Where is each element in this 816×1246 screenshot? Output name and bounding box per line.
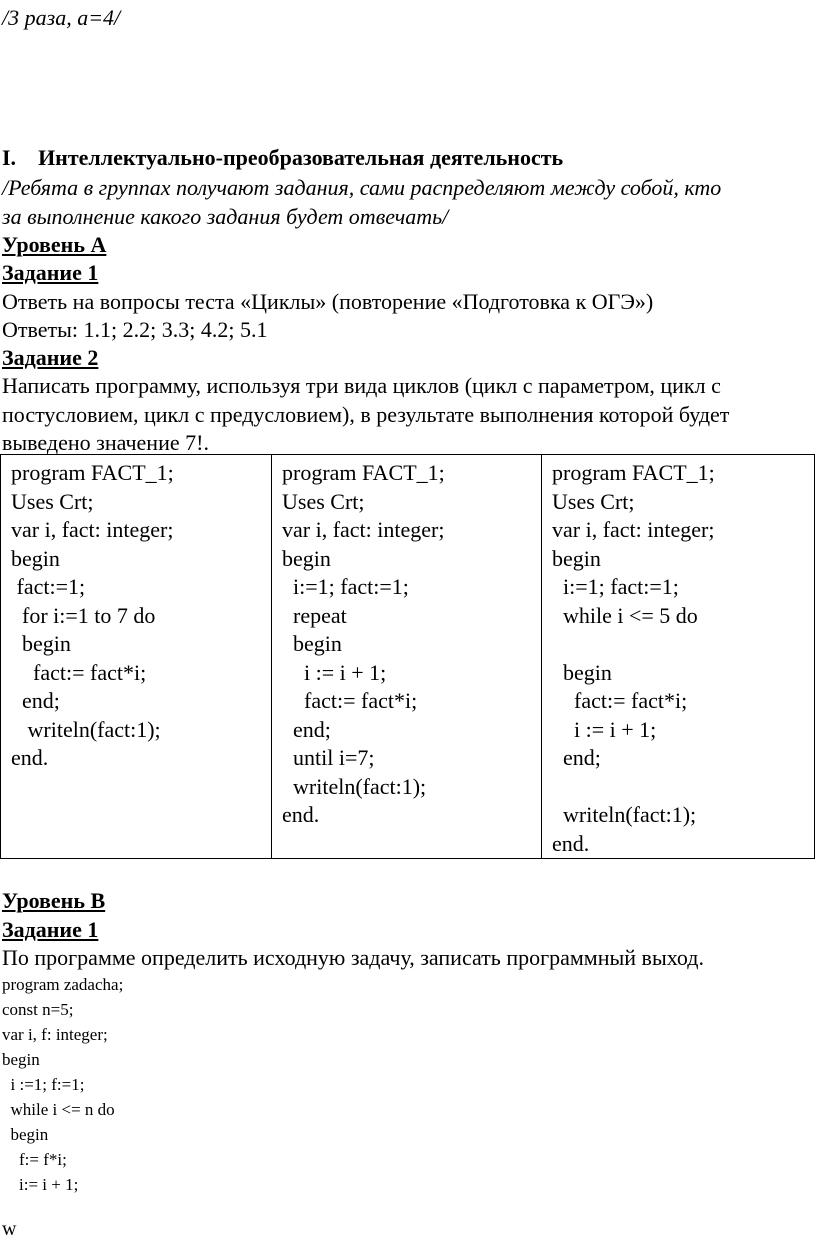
code-line: until i=7; <box>282 745 375 770</box>
task-2-text-line2: постусловием, цикл с предусловием), в результате выполнения которой будет <box>2 402 730 427</box>
task-2-heading: Задание 2 <box>2 345 99 370</box>
code-line: fact:= fact*i; <box>552 688 688 713</box>
code-line <box>552 773 806 802</box>
code-line: var i, fact: integer; <box>11 517 174 542</box>
code-line: var i, f: integer; <box>2 1025 108 1044</box>
code-line: program FACT_1; <box>282 460 445 485</box>
level-b-heading: Уровень В <box>2 888 106 913</box>
task-2-text-line1: Написать программу, используя три вида циклов (цикл с параметром, цикл с <box>2 373 721 398</box>
section-note-line1: /Ребята в группах получают задания, сами распределяют между собой, кто <box>2 175 722 200</box>
code-line: begin <box>2 1050 40 1069</box>
code-line: var i, fact: integer; <box>552 517 715 542</box>
code-line: end. <box>11 745 49 770</box>
code-line: begin <box>2 1125 49 1144</box>
program-cell-repeat <box>272 455 542 859</box>
code-line: Uses Crt; <box>282 488 365 514</box>
section-number: I. <box>2 145 17 170</box>
code-line: fact:= fact*i; <box>282 688 418 713</box>
code-line: i:=1; fact:=1; <box>552 574 679 599</box>
code-line: writeln(fact:1); <box>552 802 697 827</box>
code-line <box>552 630 806 659</box>
code-line: Uses Crt; <box>11 488 94 514</box>
section-title: Интеллектуально-преобразовательная деятельность <box>38 145 564 170</box>
code-line: begin <box>282 545 331 571</box>
code-line: program FACT_1; <box>11 460 174 485</box>
code-line: end; <box>282 716 331 742</box>
code-line: f:= f*i; <box>2 1150 67 1169</box>
level-b-task-1-text: По программе определить исходную задачу, записать программный выход. <box>2 945 704 970</box>
header-note: /3 раза, а=4/ <box>2 5 121 30</box>
section-note-line2: за выполнение какого задания будет отвечать/ <box>2 204 449 229</box>
task-1-text: Ответь на вопросы теста «Циклы» (повторение «Подготовка к ОГЭ») <box>2 289 654 314</box>
program-cell-for <box>1 455 272 859</box>
code-line: fact:= fact*i; <box>11 659 147 685</box>
code-line: end; <box>11 688 60 713</box>
code-line: program zadacha; <box>2 975 124 994</box>
task-1-answers: Ответы: 1.1; 2.2; 3.3; 4.2; 5.1 <box>2 317 268 342</box>
code-line: while i <= n do <box>2 1100 115 1119</box>
code-line: begin <box>11 545 60 571</box>
code-line: writeln(fact:1); <box>282 773 427 799</box>
code-line: const n=5; <box>2 1000 74 1019</box>
programs-table <box>0 454 815 859</box>
code-line: end. <box>282 802 320 827</box>
code-line: i:=1; fact:=1; <box>282 574 409 599</box>
code-line: while i <= 5 do <box>552 602 698 628</box>
section-heading <box>2 144 563 172</box>
code-line: end. <box>552 830 590 856</box>
code-line: writeln(fact:1); <box>11 716 161 742</box>
code-line: var i, fact: integer; <box>282 517 445 542</box>
program-cell-while <box>542 455 815 859</box>
task-1-heading: Задание 1 <box>2 260 99 285</box>
page-fragment: w <box>2 1218 17 1240</box>
code-line: end; <box>552 745 601 770</box>
code-line: i :=1; f:=1; <box>2 1075 85 1094</box>
code-line: begin <box>552 659 612 685</box>
code-line: i := i + 1; <box>552 716 657 742</box>
code-line: begin <box>282 631 342 656</box>
code-line: Uses Crt; <box>552 488 635 514</box>
code-line: begin <box>552 545 601 571</box>
code-line: i:= i + 1; <box>2 1175 79 1194</box>
level-b-task-1-heading: Задание 1 <box>2 917 99 942</box>
code-line: repeat <box>282 602 347 628</box>
code-line: i := i + 1; <box>282 659 387 685</box>
task-2-text-line3: выведено значение 7!. <box>2 430 209 455</box>
level-a-heading: Уровень А <box>2 232 107 257</box>
code-line: begin <box>11 631 71 656</box>
code-line: program FACT_1; <box>552 460 715 485</box>
level-b-code <box>2 972 123 1197</box>
code-line: for i:=1 to 7 do <box>11 602 156 628</box>
code-line: fact:=1; <box>11 574 86 599</box>
